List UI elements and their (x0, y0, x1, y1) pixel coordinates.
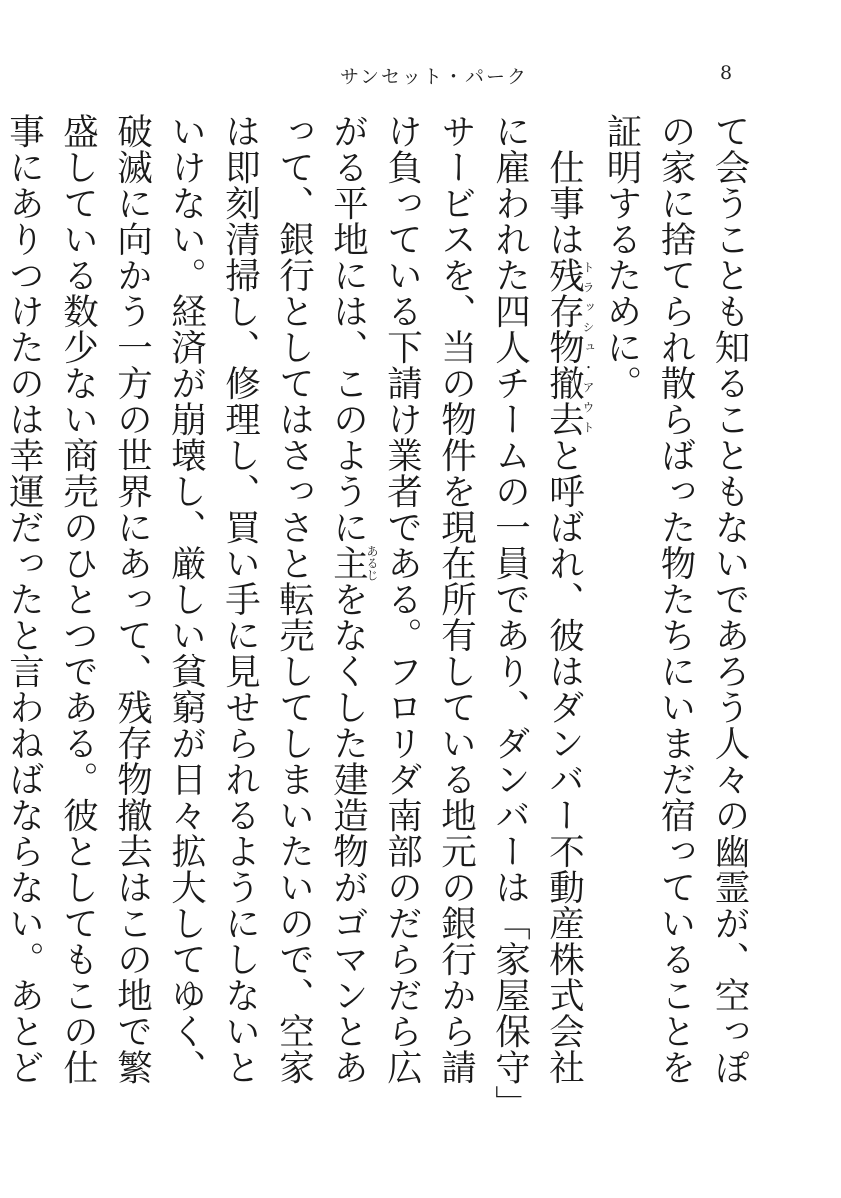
paragraph-2-text-b: と呼ばれ、彼はダンバー不動産株式会社に雇われた四人チームの一員であり、ダンバーは「家屋保守」サービスを、当の物件を現在所有している地元の銀行から請け負っている下請け業者である。フロリダ南部のだらだら広がる平地には、このように (327, 113, 585, 1104)
paragraph-2-text-c: をなくした建造物がゴマンとあって、銀行としてはさっさと転売してしまいたいので、空家は即刻清掃し、修理し、買い手に見せられるようにしないといけない。経済が崩壊し、厳しい貧窮が日々拡大してゆく、破滅に向かう一方の世界にあって、残存物撤去はこの地で繁盛している数少ない商売のひとつである。彼としてもこの仕事にありつけたのは幸運だったと言わねばならない。あとど (3, 113, 369, 1085)
ruby-base-trash-out: 残存物撤去 (543, 256, 585, 437)
ruby-reading-aruji: あるじ (365, 545, 379, 581)
ruby-base-aruji: 主 (327, 545, 369, 581)
ruby-trash-out (543, 256, 595, 437)
paragraph-2-text-a: 仕事は (543, 148, 585, 257)
vertical-text-body (3, 113, 756, 1113)
paragraph-2 (0, 113, 594, 1113)
ruby-aruji (327, 545, 379, 581)
page-number: 8 (720, 62, 733, 84)
paragraph-1: て会うことも知ることもないであろう人々の幽霊が、空っぽの家に捨てられ散らばった物たちにいまだ宿っていることを証明するために。 (601, 113, 750, 1085)
running-head-title: サンセット・パーク (340, 66, 529, 88)
ruby-reading-trash-out: トラッシュ・アウト (581, 256, 595, 437)
